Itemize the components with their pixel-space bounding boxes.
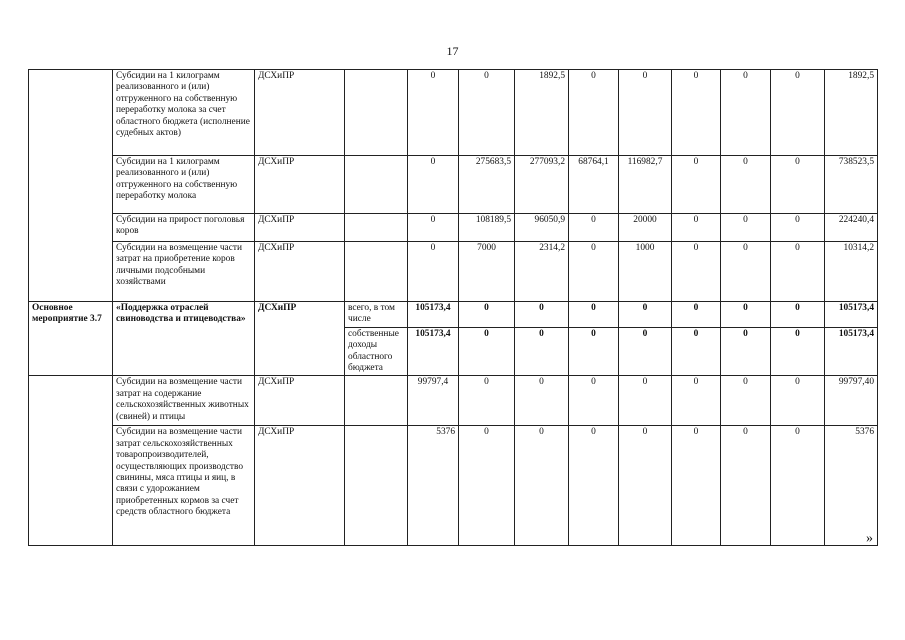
value-cell: 0: [515, 302, 569, 328]
table-row: [29, 70, 878, 156]
value-cell: 0: [721, 376, 771, 426]
value-cell: 0: [619, 327, 672, 376]
item-name: Субсидии на прирост поголовья коров: [113, 214, 255, 242]
value-cell: 0: [515, 376, 569, 426]
executor-cell: ДСХиПР: [255, 156, 345, 214]
value-cell: 2314,2: [515, 242, 569, 302]
closing-quote: »: [866, 531, 873, 546]
measure-cell: Основное мероприятие 3.7: [29, 302, 113, 376]
value-cell: 0: [619, 426, 672, 546]
value-cell: 5376: [408, 426, 459, 546]
value-cell: 0: [515, 327, 569, 376]
value-cell: 0: [619, 70, 672, 156]
value-cell: 0: [459, 426, 515, 546]
funding-source: [345, 156, 408, 214]
value-cell: 99797,4: [408, 376, 459, 426]
value-cell: 105173,4: [408, 327, 459, 376]
item-name: «Поддержка отраслей свиноводства и птицеводства»: [113, 302, 255, 376]
value-cell: 0: [771, 242, 825, 302]
value-cell: 0: [672, 376, 721, 426]
value-cell: 0: [569, 376, 619, 426]
total-cell: 105173,4: [825, 302, 878, 328]
funding-source: собственные доходы областного бюджета: [345, 327, 408, 376]
total-cell: 10314,2: [825, 242, 878, 302]
value-cell: 0: [672, 70, 721, 156]
funding-source: [345, 426, 408, 546]
value-cell: 0: [459, 302, 515, 328]
value-cell: 0: [721, 426, 771, 546]
value-cell: 0: [408, 70, 459, 156]
value-cell: 0: [459, 327, 515, 376]
value-cell: 0: [721, 214, 771, 242]
executor-cell: ДСХиПР: [255, 242, 345, 302]
funding-source: [345, 214, 408, 242]
table-row: [29, 242, 878, 302]
value-cell: 0: [672, 302, 721, 328]
funding-source: [345, 242, 408, 302]
value-cell: 275683,5: [459, 156, 515, 214]
value-cell: 0: [771, 376, 825, 426]
value-cell: 0: [672, 214, 721, 242]
value-cell: 0: [569, 327, 619, 376]
table-row: [29, 156, 878, 214]
value-cell: 0: [672, 242, 721, 302]
value-cell: 0: [569, 302, 619, 328]
funding-source: всего, в том числе: [345, 302, 408, 328]
value-cell: 0: [408, 242, 459, 302]
value-cell: 68764,1: [569, 156, 619, 214]
value-cell: 0: [672, 156, 721, 214]
value-cell: 0: [459, 70, 515, 156]
value-cell: 0: [721, 302, 771, 328]
measure-cell: [29, 376, 113, 546]
executor-cell: ДСХиПР: [255, 70, 345, 156]
value-cell: 0: [771, 426, 825, 546]
value-cell: 0: [619, 302, 672, 328]
total-cell: 1892,5: [825, 70, 878, 156]
value-cell: 0: [459, 376, 515, 426]
value-cell: 105173,4: [408, 302, 459, 328]
page-number: 17: [446, 44, 459, 58]
value-cell: 0: [721, 156, 771, 214]
value-cell: 0: [672, 426, 721, 546]
executor-cell: ДСХиПР: [255, 376, 345, 426]
value-cell: 1000: [619, 242, 672, 302]
executor-cell: ДСХиПР: [255, 214, 345, 242]
executor-cell: ДСХиПР: [255, 426, 345, 546]
program-table: [28, 69, 878, 546]
value-cell: 0: [771, 70, 825, 156]
total-cell: 738523,5: [825, 156, 878, 214]
table-row: [29, 426, 878, 546]
value-cell: 96050,9: [515, 214, 569, 242]
item-name: Субсидии на возмещение части затрат на содержание сельскохозяйственных животных (свиней) и птицы: [113, 376, 255, 426]
value-cell: 0: [771, 302, 825, 328]
total-cell: 99797,40: [825, 376, 878, 426]
value-cell: 0: [569, 70, 619, 156]
value-cell: 0: [569, 214, 619, 242]
value-cell: 0: [619, 376, 672, 426]
executor-cell: ДСХиПР: [255, 302, 345, 376]
value-cell: 0: [721, 327, 771, 376]
value-cell: 0: [672, 327, 721, 376]
value-cell: 0: [569, 426, 619, 546]
total-cell: 224240,4: [825, 214, 878, 242]
value-cell: 0: [515, 426, 569, 546]
value-cell: 0: [721, 242, 771, 302]
funding-source: [345, 376, 408, 426]
measure-cell: [29, 70, 113, 302]
value-cell: 0: [771, 327, 825, 376]
value-cell: 1892,5: [515, 70, 569, 156]
item-name: Субсидии на 1 килограмм реализованного и (или) отгруженного на собственную переработку молока: [113, 156, 255, 214]
value-cell: 20000: [619, 214, 672, 242]
value-cell: 0: [771, 214, 825, 242]
value-cell: 116982,7: [619, 156, 672, 214]
value-cell: 7000: [459, 242, 515, 302]
value-cell: 0: [569, 242, 619, 302]
value-cell: 0: [408, 214, 459, 242]
table-row: [29, 302, 878, 328]
value-cell: 277093,2: [515, 156, 569, 214]
value-cell: 0: [721, 70, 771, 156]
value-cell: 0: [771, 156, 825, 214]
value-cell: 0: [408, 156, 459, 214]
funding-source: [345, 70, 408, 156]
item-name: Субсидии на возмещение части затрат сельскохозяйственных товаропроизводителей, осуществляющих производство свинины, мяса птицы и яиц, в связи с удорожанием приобретенных кормов за счет средств областного бюджета: [113, 426, 255, 546]
table-row: [29, 376, 878, 426]
item-name: Субсидии на возмещение части затрат на приобретение коров личными подсобными хозяйствами: [113, 242, 255, 302]
total-cell: 105173,4: [825, 327, 878, 376]
total-cell: 5376: [825, 426, 878, 546]
item-name: Субсидии на 1 килограмм реализованного и (или) отгруженного на собственную переработку молока за счет областного бюджета (исполнение судебных актов): [113, 70, 255, 156]
value-cell: 108189,5: [459, 214, 515, 242]
table-row: [29, 214, 878, 242]
